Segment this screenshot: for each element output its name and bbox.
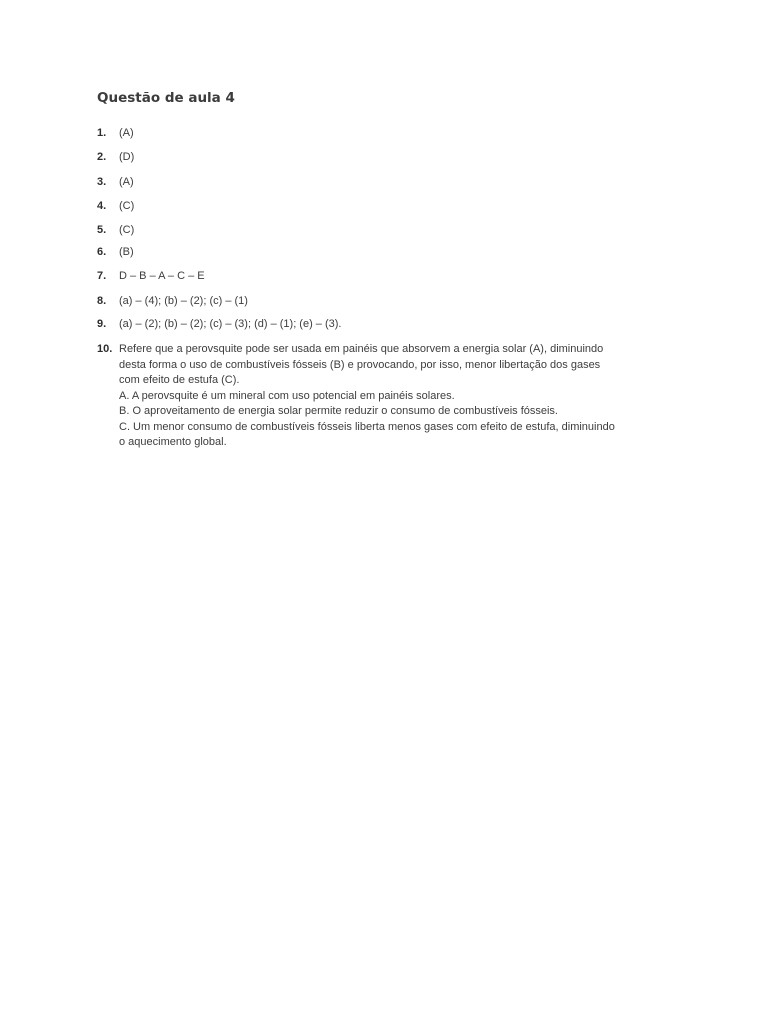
answer-number: 6.	[97, 246, 107, 258]
answer-text: D – B – A – C – E	[119, 270, 205, 282]
answer-number: 2.	[97, 151, 107, 163]
answer-text: (C)	[119, 224, 135, 236]
answer-text-line: desta forma o uso de combustíveis fósseis (B) e provocando, por isso, menor libertação dos gases	[119, 358, 601, 371]
answer-text-block	[119, 342, 679, 451]
answer-text: (a) – (2); (b) – (2); (c) – (3); (d) – (1); (e) – (3).	[119, 318, 342, 330]
answer-number: 7.	[97, 270, 107, 282]
answer-number: 10.	[97, 343, 113, 355]
answer-number: 1.	[97, 127, 107, 139]
answer-text: (B)	[119, 246, 134, 258]
answer-text: (A)	[119, 127, 134, 139]
answer-text-line: com efeito de estufa (C).	[119, 374, 240, 386]
answer-number: 4.	[97, 200, 107, 212]
answer-number: 9.	[97, 318, 107, 330]
answer-text-line: B. O aproveitamento de energia solar permite reduzir o consumo de combustíveis fósseis.	[119, 405, 558, 417]
answer-number: 5.	[97, 224, 107, 236]
answer-text: (a) – (4); (b) – (2); (c) – (1)	[119, 295, 248, 307]
answer-text-line: Refere que a perovsquite pode ser usada em painéis que absorvem a energia solar (A), diminuindo	[119, 343, 604, 355]
answer-number: 3.	[97, 176, 107, 188]
answer-number: 8.	[97, 295, 107, 307]
answer-text-line: o aquecimento global.	[119, 436, 227, 448]
answer-text: (D)	[119, 151, 135, 163]
answer-text-line: C. Um menor consumo de combustíveis fósseis liberta menos gases com efeito de estufa, diminuindo	[119, 420, 615, 433]
answer-text: (A)	[119, 176, 134, 188]
page-title: Questão de aula 4	[97, 90, 235, 106]
answer-text: (C)	[119, 200, 135, 212]
answer-text-line: A. A perovsquite é um mineral com uso potencial em painéis solares.	[119, 389, 455, 402]
